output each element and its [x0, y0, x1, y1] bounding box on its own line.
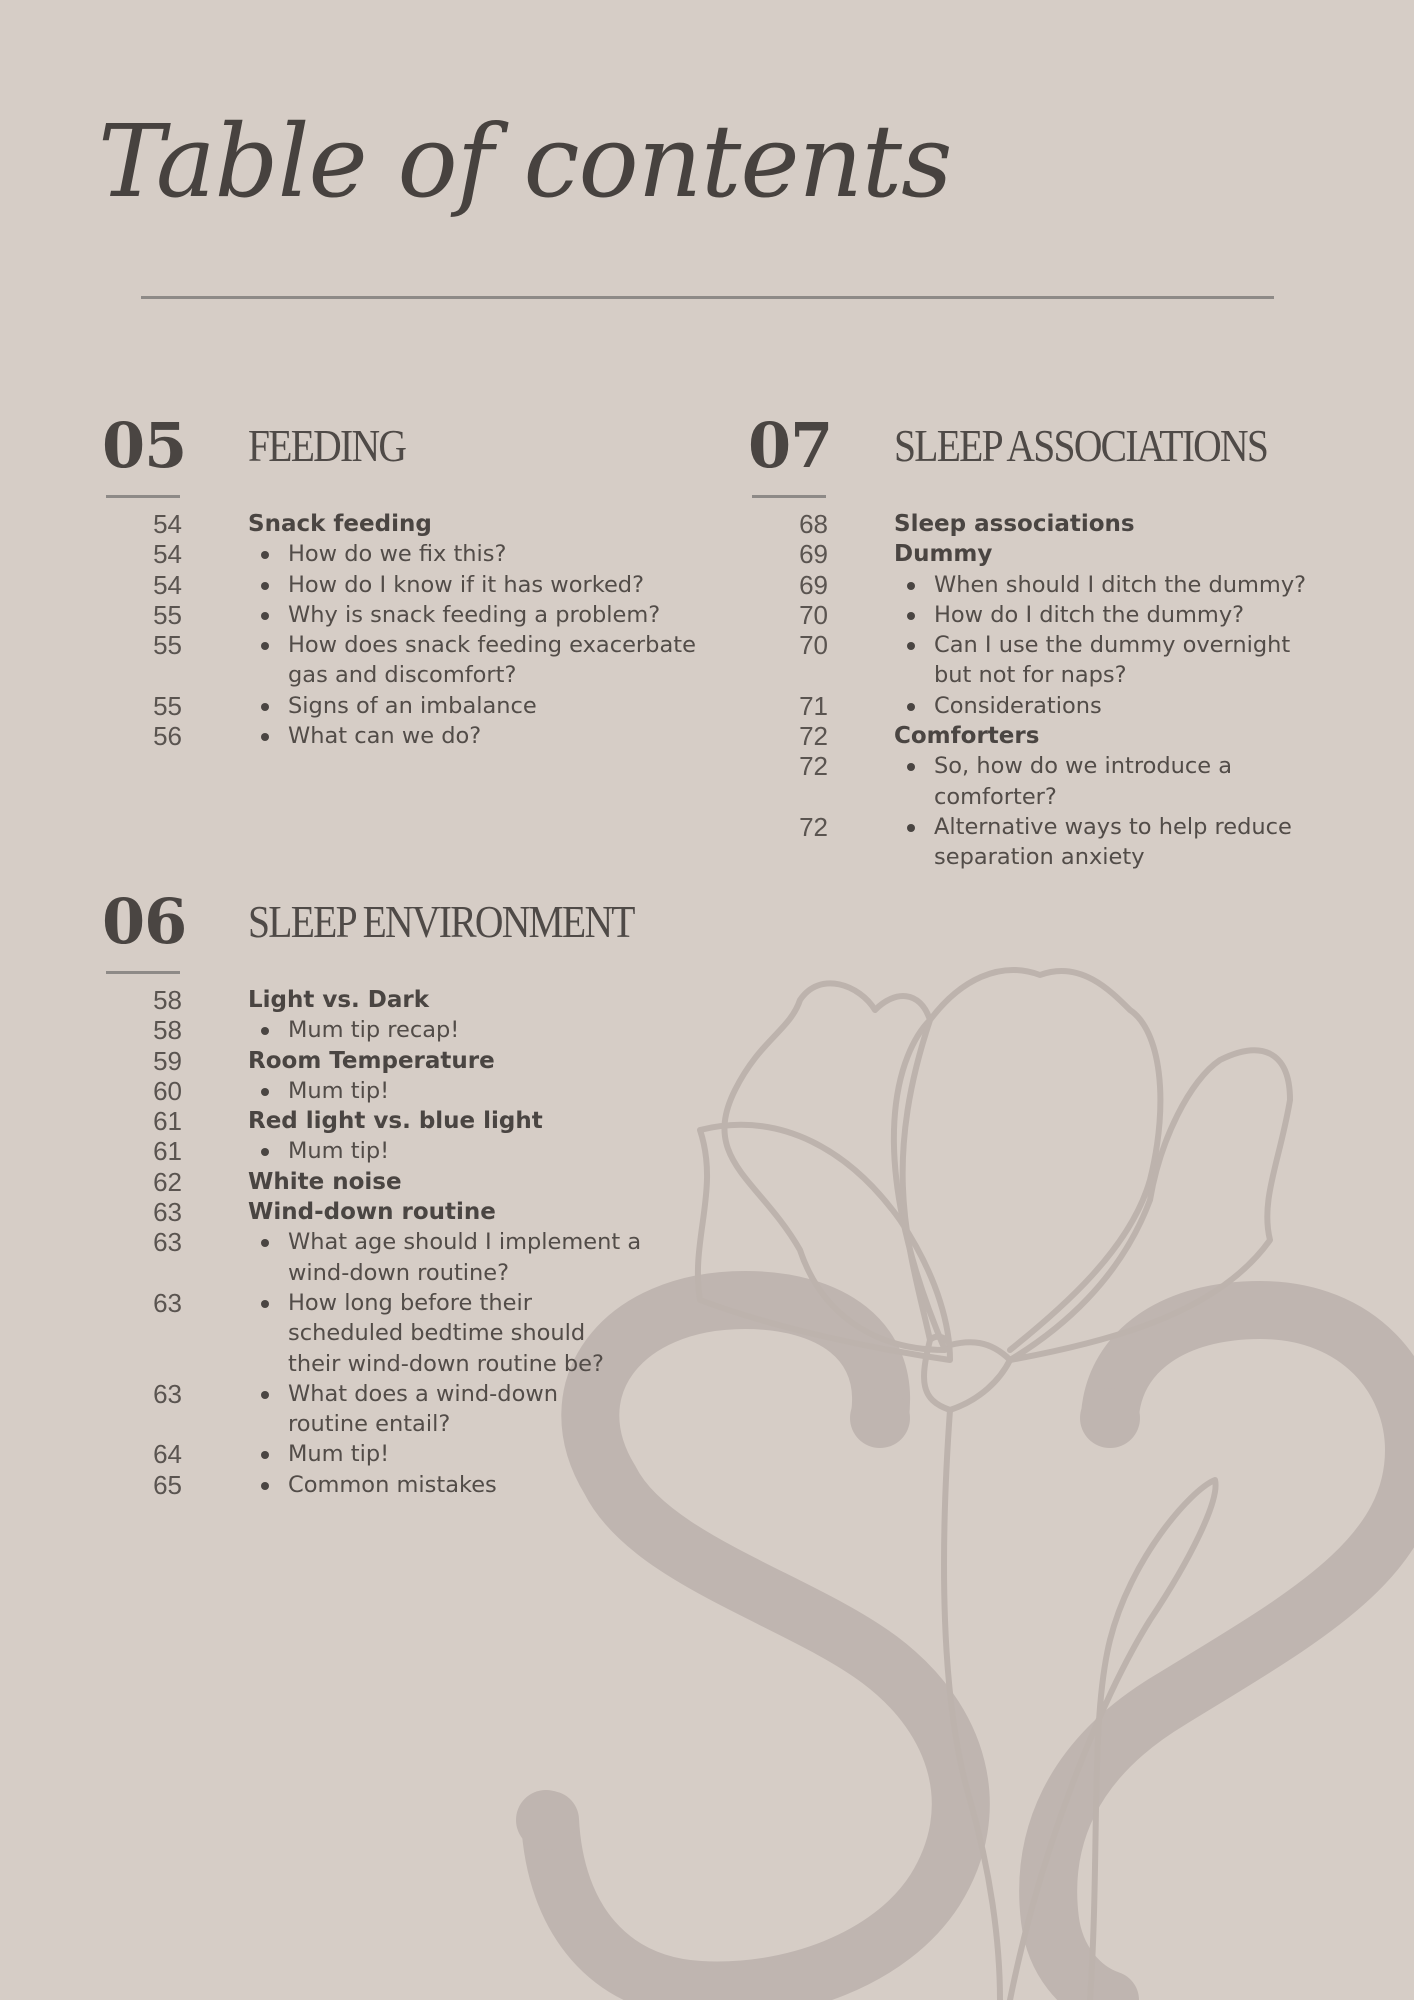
page-number: 61	[153, 1136, 182, 1167]
page-number: 63	[153, 1287, 182, 1318]
page-number: 56	[153, 721, 182, 752]
toc-entry[interactable]	[102, 1439, 668, 1469]
entry-text: Mum tip!	[288, 1441, 390, 1468]
entry-text: Mum tip!	[288, 1077, 390, 1104]
page-number: 72	[799, 721, 828, 752]
entry-text: Why is snack feeding a problem?	[288, 601, 661, 628]
toc-entry[interactable]	[748, 751, 1334, 812]
toc-entry-list	[102, 509, 728, 751]
entry-text: How do I know if it has worked?	[288, 571, 645, 598]
toc-entry[interactable]	[102, 1015, 668, 1045]
entry-text: How do we fix this?	[288, 541, 507, 568]
toc-entry-list	[748, 509, 1334, 873]
toc-entry[interactable]	[102, 570, 728, 600]
toc-entry[interactable]	[102, 1106, 668, 1136]
page-number: 54	[153, 569, 182, 600]
page-number: 54	[153, 509, 182, 539]
toc-entry[interactable]	[748, 509, 1334, 539]
toc-entry[interactable]	[102, 1379, 668, 1440]
toc-entry[interactable]	[102, 630, 728, 691]
page-title: Table of contents	[98, 103, 952, 220]
entry-text: Mum tip recap!	[288, 1017, 460, 1044]
toc-entry[interactable]	[102, 600, 728, 630]
page-number: 59	[153, 1045, 182, 1076]
page-number: 63	[153, 1227, 182, 1258]
page-number: 65	[153, 1469, 182, 1500]
section-title: SLEEP ENVIRONMENT	[248, 896, 634, 947]
toc-entry[interactable]	[102, 539, 728, 569]
toc-entry[interactable]	[102, 1470, 668, 1500]
section-number: 07	[748, 409, 833, 482]
toc-entry[interactable]	[102, 1046, 668, 1076]
toc-entry[interactable]	[102, 1136, 668, 1166]
page-number: 71	[799, 690, 828, 721]
entry-text: Mum tip!	[288, 1138, 390, 1165]
toc-entry[interactable]	[102, 509, 728, 539]
entry-text: White noise	[248, 1168, 402, 1195]
page-number: 72	[799, 811, 828, 842]
entry-text: When should I ditch the dummy?	[934, 571, 1307, 598]
page-number: 70	[799, 599, 828, 630]
toc-entry[interactable]	[102, 721, 728, 751]
entry-text: Signs of an imbalance	[288, 692, 537, 719]
section-number: 05	[102, 409, 187, 482]
page-number: 72	[799, 751, 828, 782]
entry-text: Wind-down routine	[248, 1199, 496, 1226]
toc-entry[interactable]	[102, 1227, 668, 1288]
toc-entry[interactable]	[748, 600, 1334, 630]
page-number: 63	[153, 1197, 182, 1228]
entry-text: Comforters	[894, 723, 1040, 750]
entry-text: Snack feeding	[248, 511, 432, 537]
toc-entry[interactable]	[102, 1288, 668, 1379]
entry-text: What does a wind-down routine entail?	[288, 1380, 558, 1438]
page-number: 61	[153, 1106, 182, 1137]
page-number: 69	[799, 539, 828, 570]
entry-text: How does snack feeding exacerbate gas and discomfort?	[288, 632, 696, 689]
entry-text: How long before their scheduled bedtime should their wind-down routine be?	[288, 1289, 604, 1377]
toc-entry[interactable]	[102, 1076, 668, 1106]
entry-text: Common mistakes	[288, 1471, 497, 1498]
toc-entry[interactable]	[748, 539, 1334, 569]
page-number: 69	[799, 569, 828, 600]
toc-entry[interactable]	[748, 812, 1334, 873]
page-number: 55	[153, 630, 182, 661]
page-number: 58	[153, 1015, 182, 1046]
page-number: 55	[153, 690, 182, 721]
toc-entry[interactable]	[748, 691, 1334, 721]
entry-text: Red light vs. blue light	[248, 1108, 543, 1135]
entry-text: Dummy	[894, 541, 993, 568]
section-title: FEEDING	[248, 420, 406, 471]
entry-text: What can we do?	[288, 723, 482, 750]
toc-entry-list	[102, 985, 668, 1500]
page-number: 62	[153, 1166, 182, 1197]
entry-text: Alternative ways to help reduce separation anxiety	[934, 813, 1292, 871]
page-number: 54	[153, 539, 182, 570]
entry-text: So, how do we introduce a comforter?	[934, 753, 1233, 810]
toc-entry[interactable]	[748, 570, 1334, 600]
entry-text: Room Temperature	[248, 1047, 495, 1074]
page-number: 64	[153, 1439, 182, 1470]
page-number: 63	[153, 1378, 182, 1409]
toc-entry[interactable]	[102, 1197, 668, 1227]
toc-entry[interactable]	[748, 630, 1334, 691]
page-number: 55	[153, 599, 182, 630]
section-number-underline	[106, 971, 180, 974]
section-number-underline	[106, 495, 180, 498]
monogram-dot-bottom	[516, 1790, 576, 1850]
entry-text: Considerations	[934, 692, 1102, 719]
entry-text: What age should I implement a wind-down routine?	[288, 1229, 642, 1286]
page-number: 68	[799, 509, 828, 539]
title-divider	[141, 296, 1274, 299]
page-number: 58	[153, 985, 182, 1015]
toc-entry[interactable]	[748, 721, 1334, 751]
monogram-dot-left	[850, 1388, 910, 1448]
entry-text: Can I use the dummy overnight but not for naps?	[934, 632, 1291, 689]
page-number: 60	[153, 1075, 182, 1106]
section-title: SLEEP ASSOCIATIONS	[894, 420, 1268, 471]
flower-petal-back	[903, 970, 1161, 1350]
section-number: 06	[102, 885, 187, 958]
page-number: 70	[799, 630, 828, 661]
section-number-underline	[752, 495, 826, 498]
entry-text: Light vs. Dark	[248, 987, 430, 1013]
entry-text: How do I ditch the dummy?	[934, 601, 1245, 628]
toc-entry[interactable]	[102, 691, 728, 721]
monogram-dot-right	[1080, 1388, 1140, 1448]
toc-entry[interactable]	[102, 1167, 668, 1197]
toc-entry[interactable]	[102, 985, 668, 1015]
entry-text: Sleep associations	[894, 511, 1135, 537]
